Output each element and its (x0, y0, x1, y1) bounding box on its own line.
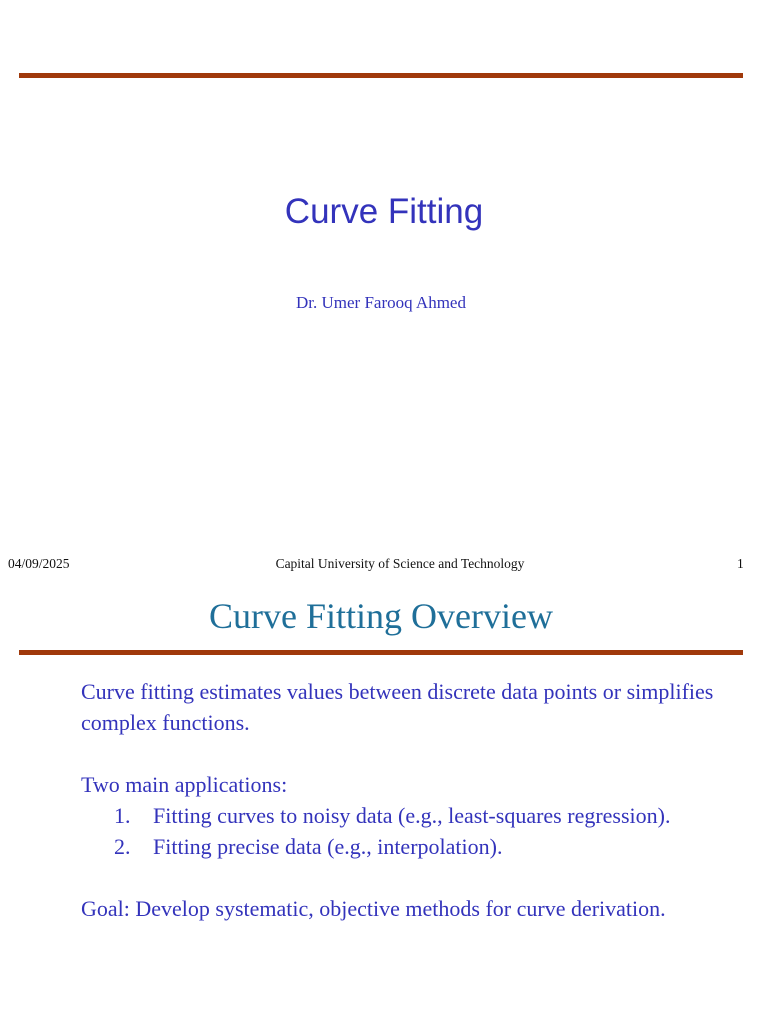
slide-body (81, 676, 731, 924)
footer-date: 04/09/2025 (8, 556, 70, 571)
footer-page-number: 1 (737, 556, 744, 571)
applications-list (81, 800, 731, 862)
title-divider-rule (19, 650, 743, 655)
list-item-number: 1. (114, 803, 131, 828)
footer-organization: Capital University of Science and Technology (275, 556, 525, 571)
list-item (81, 800, 731, 831)
overview-slide-title: Curve Fitting Overview (209, 596, 553, 636)
goal-paragraph: Goal: Develop systematic, objective methods for curve derivation. (81, 896, 666, 921)
applications-heading: Two main applications: (81, 772, 288, 797)
paragraph-spacer (81, 862, 731, 893)
list-item-number: 2. (114, 834, 131, 859)
list-item (81, 831, 731, 862)
intro-paragraph: Curve fitting estimates values between discrete data points or simplifies complex functions. (81, 679, 714, 735)
list-item-text: Fitting curves to noisy data (e.g., least-squares regression). (153, 803, 671, 828)
paragraph-spacer (81, 738, 731, 769)
author-name: Dr. Umer Farooq Ahmed (296, 293, 466, 312)
slide-title: Curve Fitting (284, 192, 484, 231)
top-divider-rule (19, 73, 743, 78)
list-item-text: Fitting precise data (e.g., interpolation). (153, 834, 503, 859)
